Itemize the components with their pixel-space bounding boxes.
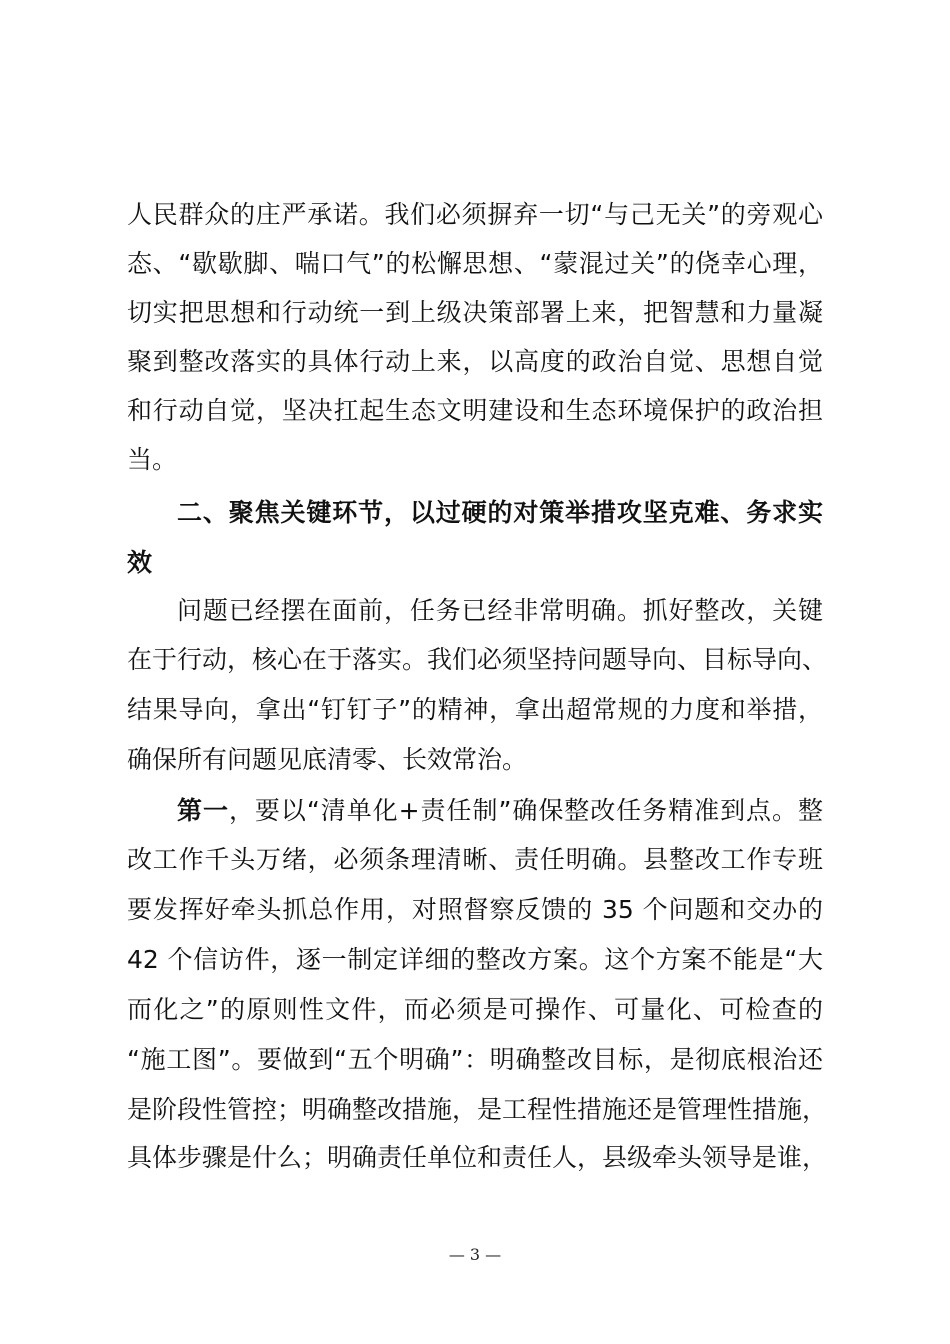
text-line: 确保所有问题见底清零、长效常治。	[127, 745, 528, 774]
text-line: 聚到整改落实的具体行动上来，以高度的政治自觉、思想自觉	[127, 347, 823, 376]
text-line: 42 个信访件，逐一制定详细的整改方案。这个方案不能是“大	[127, 945, 823, 974]
text-line: “施工图”。要做到“五个明确”：明确整改目标，是彻底根治还	[127, 1045, 823, 1074]
text-line: 结果导向，拿出“钉钉子”的精神，拿出超常规的力度和举措，	[127, 695, 823, 724]
text-line: 问题已经摆在面前，任务已经非常明确。抓好整改，关键	[177, 596, 823, 625]
text-line: 和行动自觉，坚决扛起生态文明建设和生态环境保护的政治担	[127, 396, 823, 425]
text-line: 要发挥好牵头抓总作用，对照督察反馈的 35 个问题和交办的	[127, 895, 823, 924]
text-line: 态、“歇歇脚、喘口气”的松懈思想、“蒙混过关”的侥幸心理，	[127, 249, 823, 278]
text-line	[177, 796, 823, 826]
text-line: 是阶段性管控；明确整改措施，是工程性措施还是管理性措施，	[127, 1095, 828, 1124]
heading-line: 二、聚焦关键环节，以过硬的对策举措攻坚克难、务求实	[177, 498, 823, 527]
text-line: 在于行动，核心在于落实。我们必须坚持问题导向、目标导向、	[127, 645, 828, 674]
text-line: 切实把思想和行动统一到上级决策部署上来，把智慧和力量凝	[127, 298, 823, 327]
text-line: 而化之”的原则性文件，而必须是可操作、可量化、可检查的	[127, 995, 823, 1024]
text-line: 当。	[127, 445, 178, 474]
text-line: 具体步骤是什么；明确责任单位和责任人，县级牵头领导是谁，	[127, 1143, 828, 1172]
text-line: 人民群众的庄严承诺。我们必须摒弃一切“与己无关”的旁观心	[127, 200, 823, 229]
page-number: — 3 —	[448, 1245, 502, 1264]
lead-bold: 第一	[177, 796, 229, 825]
heading-line: 效	[127, 548, 153, 577]
lead-rest: ，要以“清单化+责任制”确保整改任务精准到点。整	[228, 796, 823, 825]
text-line: 改工作千头万绪，必须条理清晰、责任明确。县整改工作专班	[127, 845, 823, 874]
